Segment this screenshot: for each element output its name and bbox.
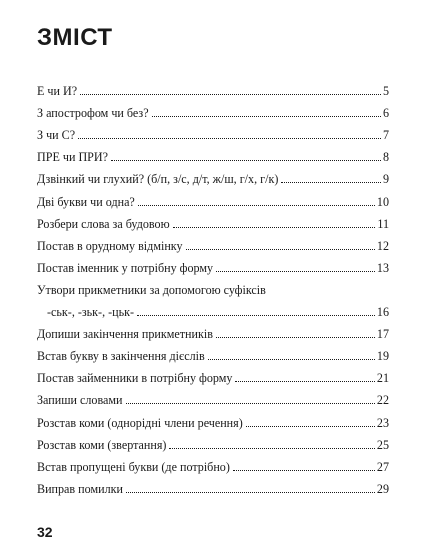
toc-entry-page: 11	[377, 216, 389, 231]
toc-entry-label: ПРЕ чи ПРИ?	[37, 150, 109, 165]
page-number: 32	[37, 524, 53, 540]
dot-leader	[111, 159, 381, 161]
toc-entry-page: 23	[376, 415, 389, 430]
dot-leader	[126, 491, 375, 493]
toc-entry-label: Встав букву в закінчення дієслів	[37, 349, 205, 364]
toc-entry-label: Запиши словами	[37, 393, 123, 408]
toc-entry-label: Постав іменник у потрібну форму	[37, 260, 214, 275]
toc-entry-label: Постав займенники в потрібну форму	[37, 371, 233, 386]
dot-leader	[126, 402, 375, 404]
dot-leader	[208, 358, 375, 360]
toc-entry	[37, 385, 389, 407]
toc-entry-label: Розстав коми (звертання)	[37, 437, 167, 452]
toc-entry	[37, 363, 389, 385]
toc-entry-page: 9	[382, 172, 389, 187]
toc-entry	[37, 430, 389, 452]
dot-leader	[138, 204, 375, 206]
dot-leader	[281, 181, 381, 183]
toc-entry	[37, 253, 389, 275]
dot-leader	[186, 248, 375, 250]
toc-entry-page: 12	[376, 238, 389, 253]
dot-leader	[78, 137, 381, 139]
toc-entry	[37, 452, 389, 474]
dot-leader	[246, 425, 375, 427]
toc-entry-label: Утвори прикметники за допомогою суфіксів	[37, 282, 266, 297]
toc-entry-label: Е чи И?	[37, 84, 78, 99]
toc-entry	[37, 76, 389, 98]
toc-entry-label: Постав в орудному відмінку	[37, 238, 183, 253]
toc-entry-label: З апострофом чи без?	[37, 106, 149, 121]
toc-entry	[37, 98, 389, 120]
toc-entry-page: 5	[382, 84, 389, 99]
toc-entry-page: 10	[376, 194, 389, 209]
toc-entry-page: 6	[382, 106, 389, 121]
toc-entry-page: 8	[382, 150, 389, 165]
toc-entry	[37, 186, 389, 208]
toc-entry	[37, 297, 389, 319]
toc-entry-page: 25	[376, 437, 389, 452]
toc-entry	[37, 319, 389, 341]
toc-entry	[37, 341, 389, 363]
dot-leader	[216, 270, 375, 272]
toc-entry-label: Дзвінкий чи глухий? (б/п, з/с, д/т, ж/ш, г/х, г/к)	[37, 172, 279, 187]
toc-entry-label: Розстав коми (однорідні члени речення)	[37, 415, 243, 430]
toc-entry-label: Виправ помилки	[37, 481, 123, 496]
dot-leader	[137, 314, 375, 316]
toc-entry-label: Встав пропущені букви (де потрібно)	[37, 459, 230, 474]
page-title: ЗМІСТ	[37, 24, 113, 51]
toc-entry-page: 27	[376, 459, 389, 474]
dot-leader	[169, 447, 374, 449]
toc-entry	[37, 164, 389, 186]
toc-entry-label: Розбери слова за будовою	[37, 216, 170, 231]
toc-entry	[37, 209, 389, 231]
table-of-contents	[37, 76, 389, 496]
toc-entry-page: 22	[376, 393, 389, 408]
toc-entry-page: 16	[376, 305, 389, 320]
toc-entry-label: З чи С?	[37, 128, 76, 143]
toc-entry-page: 21	[376, 371, 389, 386]
toc-entry-page: 19	[376, 349, 389, 364]
toc-entry	[37, 120, 389, 142]
toc-entry-label: -ськ-, -зьк-, -цьк-	[47, 305, 135, 320]
toc-entry-label: Допиши закінчення прикметників	[37, 327, 213, 342]
toc-entry-label: Дві букви чи одна?	[37, 194, 135, 209]
toc-entry-page: 17	[376, 327, 389, 342]
dot-leader	[80, 93, 381, 95]
toc-entry	[37, 142, 389, 164]
toc-entry-heading	[37, 275, 389, 297]
dot-leader	[233, 469, 375, 471]
toc-entry	[37, 407, 389, 429]
toc-entry	[37, 474, 389, 496]
toc-entry-page: 7	[382, 128, 389, 143]
dot-leader	[152, 115, 381, 117]
dot-leader	[216, 336, 375, 338]
dot-leader	[173, 226, 376, 228]
dot-leader	[235, 380, 374, 382]
toc-entry-page: 13	[376, 260, 389, 275]
toc-entry-page: 29	[376, 481, 389, 496]
toc-entry	[37, 231, 389, 253]
